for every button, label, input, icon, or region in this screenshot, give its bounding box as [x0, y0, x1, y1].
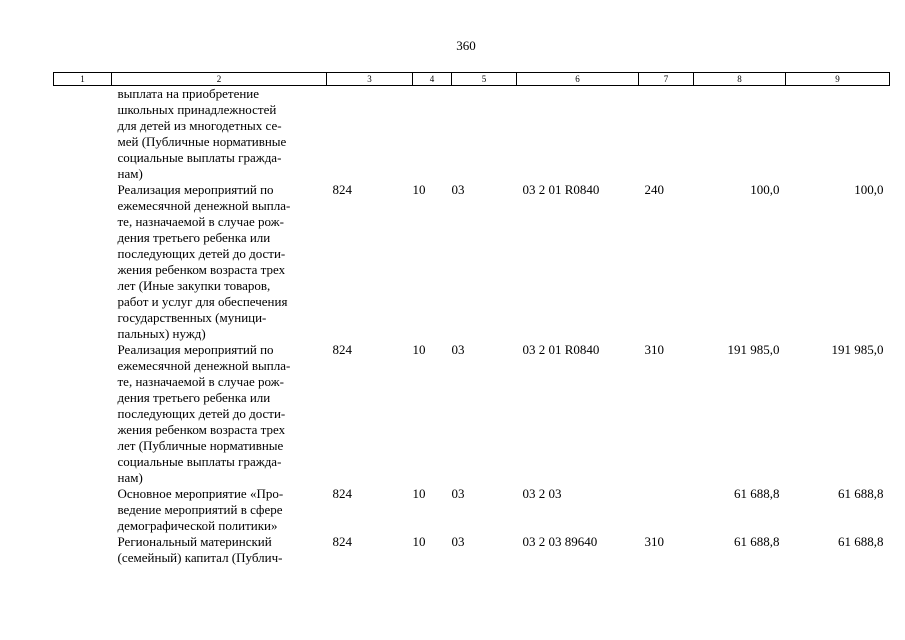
row-description [112, 486, 327, 534]
amount-col-9: 191 985,0 [831, 342, 884, 357]
description-line: нам) [117, 470, 143, 485]
header-col-6: 6 [517, 73, 639, 86]
expense-type-code [639, 86, 694, 183]
target-article-code: 03 2 03 89640 [522, 534, 598, 549]
header-col-1: 1 [54, 73, 112, 86]
description-line: для детей из многодетных се- [117, 118, 282, 133]
subsection-code: 03 [451, 182, 465, 197]
amount-col-9 [786, 86, 890, 183]
table-row [54, 86, 890, 183]
row-description [112, 182, 327, 342]
header-col-4: 4 [413, 73, 452, 86]
description-line: демографической политики» [117, 518, 278, 533]
description-line: жения ребенком возраста трех [117, 262, 286, 277]
description-line: выплата на приобретение [117, 86, 260, 101]
description-line: нам) [117, 166, 143, 181]
expense-type-code: 310 [644, 342, 664, 357]
amount-col-8: 191 985,0 [727, 342, 780, 357]
description-line: социальные выплаты гражда- [117, 454, 282, 469]
header-col-8: 8 [694, 73, 786, 86]
description-line: государственных (муници- [117, 310, 267, 325]
ministry-code: 824 [332, 486, 352, 501]
table-row [54, 182, 890, 342]
description-line: жения ребенком возраста трех [117, 422, 286, 437]
subsection-code: 03 [451, 486, 465, 501]
section-code [413, 86, 452, 183]
description-line: мей (Публичные нормативные [117, 134, 287, 149]
target-article-code: 03 2 01 R0840 [522, 182, 600, 197]
row-index-cell [54, 342, 112, 486]
description-line: последующих детей до дости- [117, 406, 286, 421]
amount-col-8: 61 688,8 [734, 534, 780, 549]
amount-col-9: 100,0 [854, 182, 884, 197]
header-col-3: 3 [327, 73, 413, 86]
description-line: Региональный материнский [117, 534, 272, 549]
description-line: дения третьего ребенка или [117, 390, 271, 405]
description-line: те, назначаемой в случае рож- [117, 214, 284, 229]
amount-col-8 [694, 86, 786, 183]
row-index-cell [54, 534, 112, 566]
row-index-cell [54, 182, 112, 342]
target-article-code [517, 86, 639, 183]
table-row [54, 342, 890, 486]
description-line: Основное мероприятие «Про- [117, 486, 284, 501]
budget-table [53, 72, 890, 566]
description-line: Реализация мероприятий по [117, 342, 274, 357]
target-article-code: 03 2 03 [522, 486, 562, 501]
table-row [54, 486, 890, 534]
amount-col-8: 100,0 [750, 182, 780, 197]
description-line: ежемесячной денежной выпла- [117, 198, 291, 213]
amount-col-9: 61 688,8 [838, 534, 884, 549]
description-line: лет (Публичные нормативные [117, 438, 284, 453]
description-line: Реализация мероприятий по [117, 182, 274, 197]
expense-type-code: 310 [644, 534, 664, 549]
ministry-code: 824 [332, 534, 352, 549]
amount-col-8: 61 688,8 [734, 486, 780, 501]
row-description [112, 534, 327, 566]
target-article-code: 03 2 01 R0840 [522, 342, 600, 357]
description-line: ведение мероприятий в сфере [117, 502, 283, 517]
subsection-code: 03 [451, 342, 465, 357]
description-line: (семейный) капитал (Публич- [117, 550, 283, 565]
description-line: работ и услуг для обеспечения [117, 294, 288, 309]
ministry-code: 824 [332, 342, 352, 357]
row-description [112, 342, 327, 486]
description-line: пальных) нужд) [117, 326, 206, 341]
section-code: 10 [412, 182, 426, 197]
description-line: лет (Иные закупки товаров, [117, 278, 271, 293]
header-col-7: 7 [639, 73, 694, 86]
subsection-code [452, 86, 517, 183]
row-index-cell [54, 86, 112, 183]
description-line: последующих детей до дости- [117, 246, 286, 261]
description-line: те, назначаемой в случае рож- [117, 374, 284, 389]
description-line: социальные выплаты гражда- [117, 150, 282, 165]
description-line: ежемесячной денежной выпла- [117, 358, 291, 373]
header-row [54, 73, 890, 86]
ministry-code: 824 [332, 182, 352, 197]
header-col-2: 2 [112, 73, 327, 86]
expense-type-code: 240 [644, 182, 664, 197]
section-code: 10 [412, 534, 426, 549]
header-col-5: 5 [452, 73, 517, 86]
row-description [112, 86, 327, 183]
row-index-cell [54, 486, 112, 534]
section-code: 10 [412, 486, 426, 501]
description-line: школьных принадлежностей [117, 102, 277, 117]
amount-col-9: 61 688,8 [838, 486, 884, 501]
section-code: 10 [412, 342, 426, 357]
table-row [54, 534, 890, 566]
description-line: дения третьего ребенка или [117, 230, 271, 245]
page-number: 360 [456, 38, 476, 53]
expense-type-code [639, 486, 694, 534]
header-col-9: 9 [786, 73, 890, 86]
ministry-code [327, 86, 413, 183]
subsection-code: 03 [451, 534, 465, 549]
